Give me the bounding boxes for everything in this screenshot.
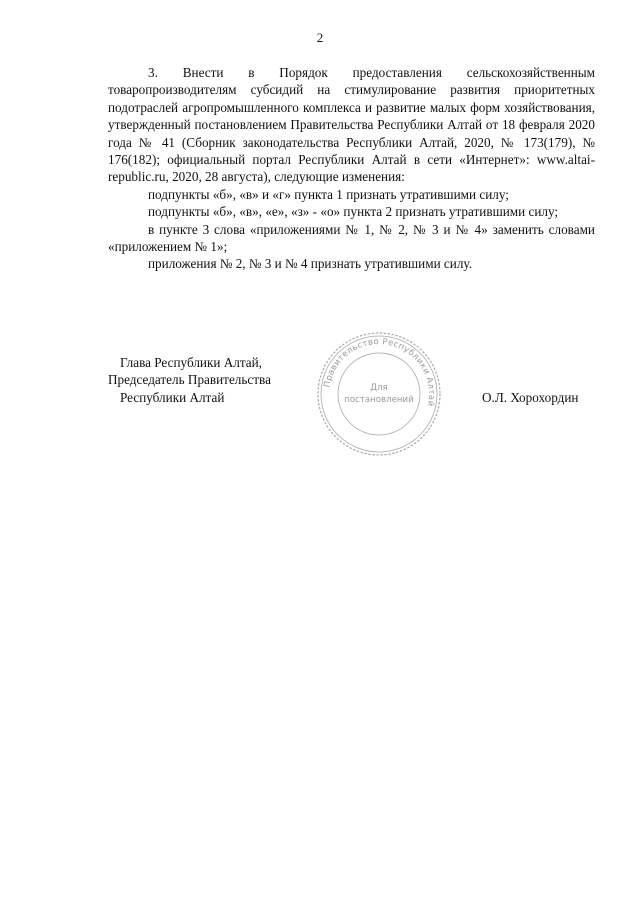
paragraph-main: 3. Внести в Порядок предоставления сельскохозяйственным товаропроизводителям субсидий на стимулирование развития приоритетных подотраслей агропромышленного комплекса и развитие малых форм хозяйствования, утвержденный постановлением Правительства Республики Алтай от 18 февраля 2020 года № 41 (Сборник законодательства Республики Алтай, 2020, № 173(179), № 176(182); официальный портал Республики Алтай в сети «Интернет»: www.altai-republic.ru, 2020, 28 августа), следующие изменения: xyxy=(108,65,595,185)
seal-center-line-1: Для xyxy=(370,383,388,393)
paragraph-item-3: в пункте 3 слова «приложениями № 1, № 2, № 3 и № 4» заменить словами «приложением № 1»; xyxy=(108,221,595,255)
seal-ring-text: Правительство Республики Алтай xyxy=(321,335,438,408)
paragraph-item-4: приложения № 2, № 3 и № 4 признать утратившими силу. xyxy=(148,256,472,272)
signer-title-line-1: Глава Республики Алтай, xyxy=(120,355,262,370)
signer-title-line-2: Председатель Правительства xyxy=(108,372,271,388)
seal-center-line-2: постановлений xyxy=(344,395,414,405)
paragraph-item-1: подпункты «б», «в» и «г» пункта 1 признать утратившими силу; xyxy=(148,186,509,202)
document-body xyxy=(108,64,595,273)
signer-title-line-3: Республики Алтай xyxy=(120,389,225,405)
page-number: 2 xyxy=(316,30,324,45)
signer-name: О.Л. Хорохордин xyxy=(482,390,579,405)
official-seal xyxy=(315,330,443,458)
paragraph-item-2: подпункты «б», «в», «е», «з» - «о» пункта 2 признать утратившими силу; xyxy=(148,204,559,220)
signature-block xyxy=(100,354,300,406)
